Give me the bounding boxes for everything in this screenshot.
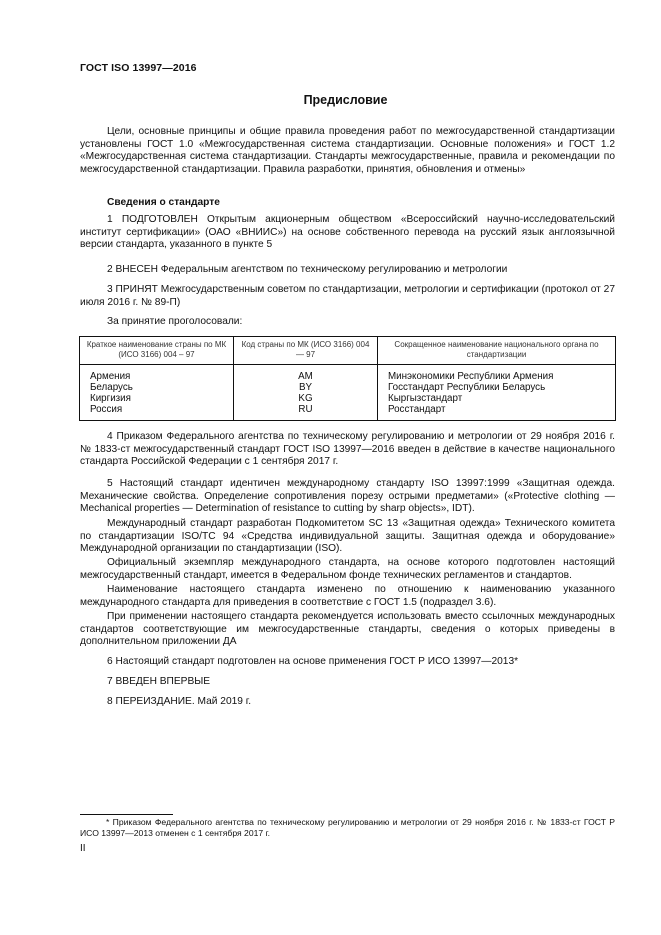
item-3-paragraph: 3 ПРИНЯТ Межгосударственным советом по стандартизации, метрологии и сертификации (протокол от 27 июля 2016 г. № 89-П) xyxy=(80,284,615,308)
item-5-paragraph: 5 Настоящий стандарт идентичен международному стандарту ISO 13997:1999 «Защитная одежда. Механические свойства. Определение сопротивления порезу острыми предметами» («Protective clothing — Mechanical properties — Determination of resistance to cutting by sharp objects», IDT). xyxy=(80,478,615,515)
country-cell: Россия xyxy=(90,404,123,415)
body-cell: Кыргызстандарт xyxy=(388,393,463,404)
header-country: Краткое наименование страны по МК (ИСО 3166) 004 – 97 xyxy=(80,337,234,365)
body-column xyxy=(378,365,616,421)
country-column xyxy=(80,365,234,421)
country-cell: Киргизия xyxy=(90,393,131,404)
footnote: * Приказом Федерального агентства по техническому регулированию и метрологии от 29 ноября 2016 г. № 1833-ст ГОСТ Р ИСО 13997—2013 отменен с 1 сентября 2017 г. xyxy=(80,817,615,838)
code-cell: RU xyxy=(298,404,313,415)
item-4-paragraph: 4 Приказом Федерального агентства по техническому регулированию и метрологии от 29 ноября 2016 г. № 1833-ст межгосударственный стандарт ГОСТ ISO 13997—2016 введен в действие в качестве национального стандарта Российской Федерации с 1 сентября 2017 г. xyxy=(80,431,615,468)
item-8-paragraph: 8 ПЕРЕИЗДАНИЕ. Май 2019 г. xyxy=(107,696,252,707)
code-cell: KG xyxy=(298,393,313,404)
code-column xyxy=(234,365,378,421)
header-body: Сокращенное наименование национального органа по стандартизации xyxy=(378,337,616,365)
header-code: Код страны по МК (ИСО 3166) 004 — 97 xyxy=(234,337,378,365)
footnote-divider xyxy=(80,814,173,815)
item-5-copy-paragraph: Официальный экземпляр международного стандарта, на основе которого подготовлен настоящий межгосударственный стандарт, имеется в Федеральном фонде технических регламентов и стандартов. xyxy=(80,557,615,581)
body-cell: Госстандарт Республики Беларусь xyxy=(388,382,546,393)
item-5-usage-paragraph: При применении настоящего стандарта рекомендуется использовать вместо ссылочных международных стандартов соответствующие им межгосударственные стандарты, сведения о которых приведены в дополнительном приложении ДА xyxy=(80,611,615,648)
country-cell: Армения xyxy=(90,371,131,382)
item-5-origin-paragraph: Международный стандарт разработан Подкомитетом SC 13 «Защитная одежда» Технического комитета по стандартизации ISO/TC 94 «Средства индивидуальной защиты. Защитная одежда и оборудование» Международной организации по стандартизации (ISO). xyxy=(80,518,615,555)
country-cell: Беларусь xyxy=(90,382,133,393)
body-cell: Минэкономики Республики Армения xyxy=(388,371,554,382)
intro-paragraph: Цели, основные принципы и общие правила проведения работ по межгосударственной стандартизации установлены ГОСТ 1.0 «Межгосударственная система стандартизации. Основные положения» и ГОСТ 1.2 «Межгосударственная система стандартизации. Стандарты межгосударственные, правила и рекомендации по межгосударственной стандартизации. Правила разработки, принятия, обновления и отмены» xyxy=(80,126,615,175)
item-7-paragraph: 7 ВВЕДЕН ВПЕРВЫЕ xyxy=(107,676,211,687)
code-cell: BY xyxy=(298,382,313,393)
item-1-paragraph: 1 ПОДГОТОВЛЕН Открытым акционерным обществом «Всероссийский научно-исследовательский институт сертификации» (ОАО «ВНИИС») на основе собственного перевода на русский язык англоязычной версии стандарта, указанного в пункте 5 xyxy=(80,214,615,251)
votes-caption: За принятие проголосовали: xyxy=(107,316,243,327)
document-code: ГОСТ ISO 13997—2016 xyxy=(80,62,197,74)
code-cell: AM xyxy=(298,371,313,382)
votes-table xyxy=(79,336,616,421)
item-2-paragraph: 2 ВНЕСЕН Федеральным агентством по техническому регулированию и метрологии xyxy=(107,264,508,275)
item-5-name-paragraph: Наименование настоящего стандарта изменено по отношению к наименованию указанного международного стандарта для приведения в соответствие с ГОСТ 1.5 (подраздел 3.6). xyxy=(80,584,615,608)
body-cell: Росстандарт xyxy=(388,404,446,415)
item-6-paragraph: 6 Настоящий стандарт подготовлен на основе применения ГОСТ Р ИСО 13997—2013* xyxy=(107,656,519,667)
page-title: Предисловие xyxy=(303,93,388,107)
page-number: II xyxy=(80,843,86,854)
section-title: Сведения о стандарте xyxy=(107,197,220,208)
